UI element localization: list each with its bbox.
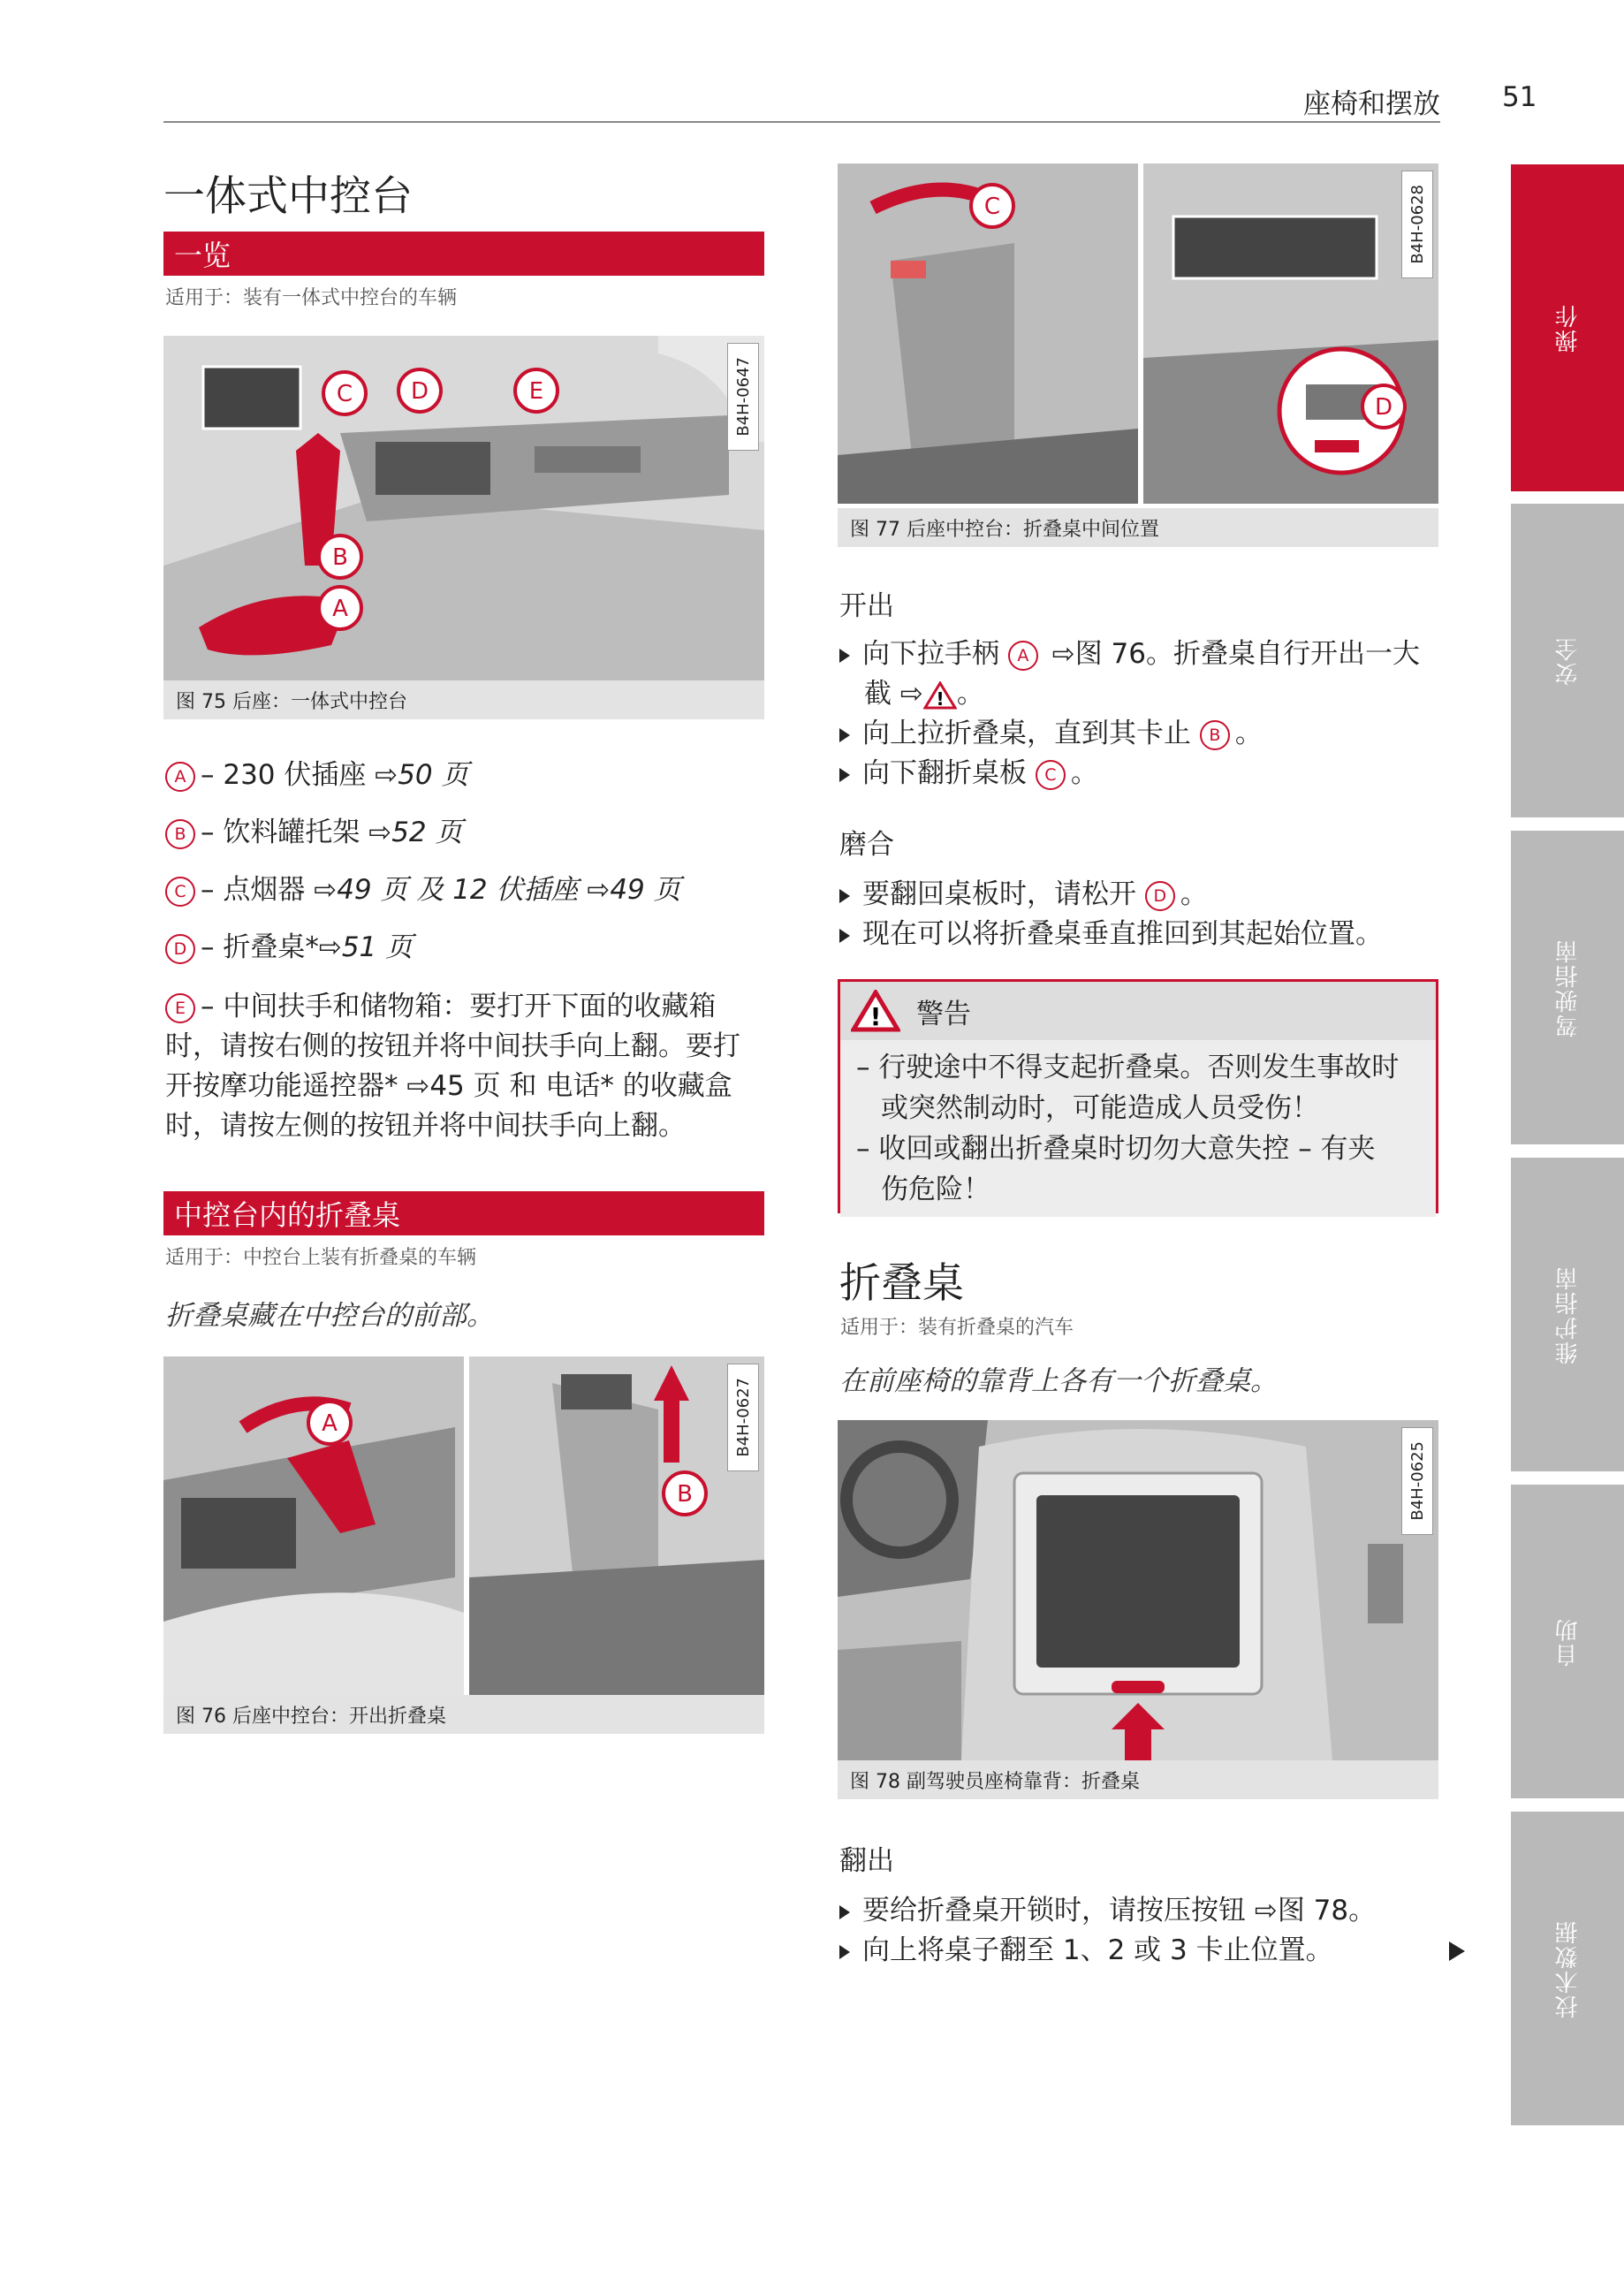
section-heading-overview: 一览 (163, 232, 764, 276)
svg-text:A: A (332, 596, 348, 622)
seatback-table-illustration (838, 1420, 1438, 1760)
svg-text:!: ! (936, 688, 945, 710)
svg-text:!: ! (869, 1002, 882, 1031)
bullet-arrow-icon (839, 889, 850, 903)
flip-step-2: 向上将桌子翻至 1、2 或 3 卡止位置。 (839, 1931, 1333, 1971)
svg-text:D: D (1374, 394, 1393, 421)
svg-text:A: A (322, 1410, 338, 1437)
intro-text: 折叠桌藏在中控台的前部。 (165, 1300, 494, 1332)
close-step-1: 要翻回桌板时，请松开 D 。 (839, 875, 1208, 915)
header-rule (163, 121, 1440, 123)
section-title-fold-table: 折叠桌 (839, 1259, 964, 1308)
tab-safety[interactable]: 安全 (1511, 504, 1624, 817)
intro-text-2: 在前座椅的靠背上各有一个折叠桌。 (839, 1365, 1278, 1397)
subhead-close: 磨合 (839, 829, 894, 861)
legend-b: B – 饮料罐托架 ⇨52 页 (165, 813, 463, 853)
applies-note-2: 适用于：中控台上装有折叠桌的车辆 (165, 1247, 477, 1269)
warning-box (838, 979, 1438, 1213)
bullet-arrow-icon (839, 768, 850, 782)
figure-75 (163, 336, 764, 680)
legend-d: D – 折叠桌*⇨51 页 (165, 928, 413, 968)
running-title: 座椅和摆放 (1303, 88, 1440, 120)
subhead-open: 开出 (839, 590, 894, 622)
warning-icon (923, 681, 957, 710)
svg-text:C: C (983, 194, 1001, 220)
fold-table-middle-illustration (838, 163, 1438, 504)
figure-code: B4H-0625 (1401, 1427, 1433, 1535)
warning-triangle-icon (851, 990, 900, 1032)
bullet-arrow-icon (839, 649, 850, 663)
figure-code: B4H-0627 (727, 1364, 759, 1471)
open-step-3: 向下翻折桌板 C 。 (839, 754, 1098, 794)
applies-note: 适用于：装有一体式中控台的车辆 (165, 287, 458, 309)
center-console-illustration (163, 336, 764, 680)
page-title: 一体式中控台 (163, 172, 413, 221)
svg-text:B: B (332, 544, 348, 571)
tab-driving[interactable]: 驾驶指南 (1511, 831, 1624, 1144)
flip-step-1: 要给折叠桌开锁时，请按压按钮 ⇨图 78。 (839, 1891, 1376, 1931)
figure-78 (838, 1420, 1438, 1760)
figure-code: B4H-0628 (1401, 171, 1433, 278)
svg-text:B: B (677, 1481, 693, 1508)
figure-76 (163, 1356, 764, 1695)
bullet-arrow-icon (839, 929, 850, 943)
legend-e: E – 中间扶手和储物箱：要打开下面的收藏箱 时，请按右侧的按钮并将中间扶手向上翻。要打 开按摩功能遥控器* ⇨45 页 和 电话* 的收藏盒 时，请按左侧的按钮并将中间扶手向上翻。 (165, 991, 740, 1142)
figure-code: B4H-0647 (727, 343, 759, 451)
open-step-1: 向下拉手柄 A ⇨图 76。折叠桌自行开出一大 截 ⇨ ! 。 (839, 634, 1440, 714)
bullet-arrow-icon (839, 728, 850, 742)
tab-operation[interactable]: 操作 (1511, 164, 1624, 491)
next-page-icon[interactable] (1449, 1941, 1465, 1961)
fold-table-open-illustration (163, 1356, 764, 1695)
tab-techdata[interactable]: 技术数据 (1511, 1812, 1624, 2125)
legend-c: C – 点烟器 ⇨49 页 及 12 伏插座 ⇨49 页 (165, 870, 681, 910)
warning-text: – 行驶途中不得支起折叠桌。否则发生事故时 或突然制动时，可能造成人员受伤！ – 收回或翻出折叠桌时切勿大意失控 – 有夹 伤危险！ (840, 1040, 1436, 1217)
section-heading-console-table: 中控台内的折叠桌 (163, 1191, 764, 1235)
svg-text:D: D (410, 378, 429, 405)
tab-maintenance[interactable]: 维护指南 (1511, 1158, 1624, 1471)
subhead-flip: 翻出 (839, 1845, 894, 1877)
bullet-arrow-icon (839, 1945, 850, 1959)
open-step-2: 向上拉折叠桌，直到其卡止 B 。 (839, 714, 1263, 754)
callout-c-label: C (336, 381, 353, 407)
figure-75-caption: 图 75 后座：一体式中控台 (163, 680, 764, 719)
bullet-arrow-icon (839, 1905, 850, 1919)
tab-selfhelp[interactable]: 自助 (1511, 1485, 1624, 1798)
page-number: 51 (1502, 81, 1537, 113)
applies-note-3: 适用于：装有折叠桌的汽车 (840, 1317, 1074, 1339)
warning-title: 警告 (916, 998, 971, 1030)
warning-header (840, 982, 1436, 1040)
figure-76-caption: 图 76 后座中控台：开出折叠桌 (163, 1695, 764, 1734)
legend-a: A – 230 伏插座 ⇨50 页 (165, 756, 469, 795)
figure-77-caption: 图 77 后座中控台：折叠桌中间位置 (838, 508, 1438, 547)
close-step-2: 现在可以将折叠桌垂直推回到其起始位置。 (839, 915, 1383, 954)
svg-text:E: E (528, 378, 544, 405)
figure-77 (838, 163, 1438, 504)
figure-78-caption: 图 78 副驾驶员座椅靠背：折叠桌 (838, 1760, 1438, 1799)
